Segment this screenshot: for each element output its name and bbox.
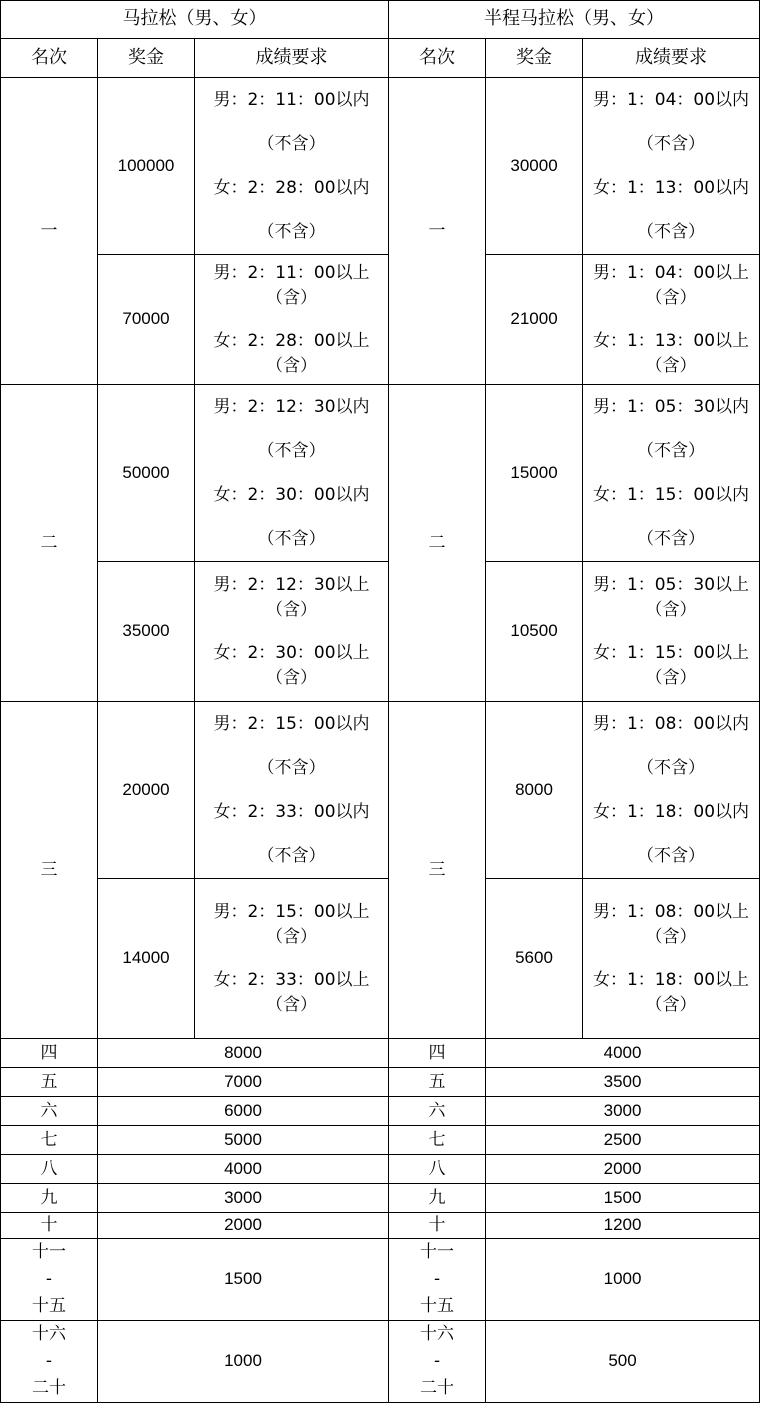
- half-marathon-header: 半程马拉松（男、女）: [389, 1, 760, 39]
- marathon-rank-cell: 六: [1, 1097, 98, 1126]
- marathon-prize-cell: 4000: [98, 1155, 389, 1184]
- tier-row: [1, 879, 760, 1039]
- marathon-prize-cell: 7000: [98, 1068, 389, 1097]
- marathon-requirement-line: 男：2：11：00以上: [213, 262, 370, 283]
- marathon-rank-cell: 八: [1, 1155, 98, 1184]
- marathon-requirement-line: 女：2：30：00以内: [213, 485, 370, 505]
- tier-row: [1, 385, 760, 562]
- half-requirement-line: 女：1：18：00以内: [592, 802, 750, 822]
- marathon-requirement-line: （含）: [266, 926, 317, 947]
- half-prize-cell: 2000: [486, 1155, 760, 1184]
- marathon-requirement-line: 女：2：33：00以内: [213, 802, 370, 822]
- marathon-requirement-cell: [195, 255, 389, 385]
- half-requirement-line: 女：1：13：00以上: [592, 330, 750, 351]
- half-rank-cell: 十: [389, 1213, 486, 1239]
- marathon-requirement-line: 女：2：28：00以内: [213, 178, 370, 198]
- half-requirement-line: （含）: [645, 926, 697, 947]
- marathon-prize-cell: 1500: [98, 1239, 389, 1321]
- tier-row: [1, 702, 760, 879]
- marathon-prize-cell: 50000: [98, 385, 195, 562]
- half-requirement-cell: [583, 385, 760, 562]
- marathon-requirement-line: 女：2：33：00以上: [213, 969, 370, 990]
- marathon-rank-line: 十一: [32, 1242, 66, 1262]
- half-prize-cell: 3500: [486, 1068, 760, 1097]
- half-rank-cell: 九: [389, 1184, 486, 1213]
- marathon-rank-cell: 一: [1, 78, 98, 385]
- marathon-requirement-cell: [195, 562, 389, 702]
- half-prize-cell: 5600: [486, 879, 583, 1039]
- half-prize-cell: 21000: [486, 255, 583, 385]
- half-requirement-line: 女：1：13：00以内: [592, 178, 750, 198]
- half-requirement-line: （不含）: [637, 846, 706, 866]
- half-requirement-line: （不含）: [637, 441, 706, 461]
- half-requirement-line: 男：1：04：00以内: [592, 90, 750, 110]
- marathon-rank-cell: 五: [1, 1068, 98, 1097]
- marathon-requirement-cell: [195, 78, 389, 255]
- half-rank-cell: 二: [389, 385, 486, 702]
- half-requirement-line: （含）: [645, 667, 697, 688]
- marathon-rank-cell: 三: [1, 702, 98, 1039]
- marathon-requirement-cell: [195, 879, 389, 1039]
- rank-row: [1, 1097, 760, 1126]
- marathon-requirement-line: （含）: [266, 994, 317, 1015]
- half-rank-cell: 四: [389, 1039, 486, 1068]
- half-rank-line: 十一: [420, 1242, 455, 1262]
- marathon-rank-cell: 四: [1, 1039, 98, 1068]
- half-rank-cell: 一: [389, 78, 486, 385]
- marathon-rank-cell: 七: [1, 1126, 98, 1155]
- rank-row: [1, 1039, 760, 1068]
- marathon-requirement-line: 女：2：28：00以上: [213, 330, 370, 351]
- half-requirement-cell: [583, 78, 760, 255]
- half-requirement-line: （含）: [645, 355, 697, 376]
- marathon-requirement-line: （不含）: [257, 222, 326, 242]
- marathon-requirement-line: 男：2：15：00以上: [213, 901, 370, 922]
- rank-row: [1, 1239, 760, 1321]
- marathon-rank-line: 十六: [32, 1324, 66, 1344]
- half-prize-cell: 4000: [486, 1039, 760, 1068]
- half-prize-cell: 1500: [486, 1184, 760, 1213]
- half-requirement-line: 男：1：05：30以上: [592, 574, 750, 595]
- half-rank-header: 名次: [389, 39, 486, 78]
- marathon-rank-header: 名次: [1, 39, 98, 78]
- marathon-requirement-line: 男：2：11：00以内: [213, 90, 370, 110]
- half-rank-cell: 八: [389, 1155, 486, 1184]
- half-prize-cell: 2500: [486, 1126, 760, 1155]
- half-prize-cell: 15000: [486, 385, 583, 562]
- half-requirement-cell: [583, 255, 760, 385]
- marathon-prize-header: 奖金: [98, 39, 195, 78]
- marathon-requirement-line: （不含）: [257, 529, 326, 549]
- marathon-requirement-line: 女：2：30：00以上: [213, 642, 370, 663]
- half-requirement-line: 女：1：15：00以上: [592, 642, 750, 663]
- marathon-prize-cell: 6000: [98, 1097, 389, 1126]
- marathon-rank-cell: [1, 1321, 98, 1403]
- half-rank-cell: [389, 1321, 486, 1403]
- marathon-requirement-line: （不含）: [257, 134, 326, 154]
- marathon-rank-cell: 十: [1, 1213, 98, 1239]
- marathon-prize-cell: 1000: [98, 1321, 389, 1403]
- marathon-requirement-cell: [195, 385, 389, 562]
- half-rank-line: -: [433, 1269, 441, 1289]
- half-requirement-line: （不含）: [637, 222, 706, 242]
- half-rank-line: -: [433, 1351, 441, 1371]
- marathon-rank-line: -: [45, 1269, 53, 1289]
- half-prize-cell: 10500: [486, 562, 583, 702]
- marathon-prize-cell: 20000: [98, 702, 195, 879]
- half-requirement-line: （不含）: [637, 758, 706, 778]
- rank-row: [1, 1213, 760, 1239]
- half-requirement-line: 女：1：15：00以内: [592, 485, 750, 505]
- marathon-prize-cell: 35000: [98, 562, 195, 702]
- half-requirement-header: 成绩要求: [583, 39, 760, 78]
- half-prize-cell: 1000: [486, 1239, 760, 1321]
- marathon-prize-cell: 8000: [98, 1039, 389, 1068]
- rank-row: [1, 1068, 760, 1097]
- half-prize-cell: 8000: [486, 702, 583, 879]
- half-requirement-line: 男：1：08：00以上: [592, 901, 750, 922]
- marathon-requirement-line: 男：2：15：00以内: [213, 714, 370, 734]
- marathon-requirement-line: （含）: [266, 599, 317, 620]
- marathon-rank-cell: 九: [1, 1184, 98, 1213]
- marathon-requirement-cell: [195, 702, 389, 879]
- marathon-prize-cell: 5000: [98, 1126, 389, 1155]
- marathon-rank-line: 二十: [32, 1378, 66, 1398]
- rank-row: [1, 1155, 760, 1184]
- half-requirement-line: （不含）: [637, 134, 706, 154]
- marathon-prize-cell: 14000: [98, 879, 195, 1039]
- half-prize-cell: 30000: [486, 78, 583, 255]
- half-requirement-line: 男：1：04：00以上: [592, 262, 750, 283]
- half-prize-cell: 3000: [486, 1097, 760, 1126]
- marathon-prize-cell: 100000: [98, 78, 195, 255]
- marathon-requirement-line: 男：2：12：30以上: [213, 574, 370, 595]
- marathon-requirement-line: （不含）: [257, 441, 326, 461]
- marathon-rank-cell: 二: [1, 385, 98, 702]
- marathon-header: 马拉松（男、女）: [1, 1, 389, 39]
- half-requirement-line: （含）: [645, 599, 697, 620]
- rank-row: [1, 1321, 760, 1403]
- half-rank-line: 十六: [420, 1324, 455, 1344]
- rank-row: [1, 1184, 760, 1213]
- half-requirement-line: （含）: [645, 287, 697, 308]
- marathon-prize-cell: 2000: [98, 1213, 389, 1239]
- marathon-prize-cell: 70000: [98, 255, 195, 385]
- half-rank-cell: [389, 1239, 486, 1321]
- half-rank-line: 二十: [420, 1378, 455, 1398]
- half-rank-cell: 五: [389, 1068, 486, 1097]
- half-requirement-cell: [583, 562, 760, 702]
- marathon-requirement-line: （含）: [266, 667, 317, 688]
- marathon-rank-cell: [1, 1239, 98, 1321]
- half-prize-header: 奖金: [486, 39, 583, 78]
- half-requirement-cell: [583, 879, 760, 1039]
- half-rank-line: 十五: [420, 1296, 455, 1316]
- half-rank-cell: 三: [389, 702, 486, 1039]
- tier-row: [1, 255, 760, 385]
- rank-row: [1, 1126, 760, 1155]
- marathon-requirement-line: （含）: [266, 287, 317, 308]
- half-prize-cell: 500: [486, 1321, 760, 1403]
- half-rank-cell: 六: [389, 1097, 486, 1126]
- marathon-requirement-header: 成绩要求: [195, 39, 389, 78]
- marathon-requirement-line: （不含）: [257, 846, 326, 866]
- tier-row: [1, 78, 760, 255]
- marathon-requirement-line: 男：2：12：30以内: [213, 397, 370, 417]
- marathon-rank-line: 十五: [32, 1296, 66, 1316]
- marathon-requirement-line: （不含）: [257, 758, 326, 778]
- half-requirement-line: （不含）: [637, 529, 706, 549]
- marathon-requirement-line: （含）: [266, 355, 317, 376]
- half-requirement-line: 男：1：05：30以内: [592, 397, 750, 417]
- half-rank-cell: 七: [389, 1126, 486, 1155]
- half-requirement-line: （含）: [645, 994, 697, 1015]
- half-requirement-line: 男：1：08：00以内: [592, 714, 750, 734]
- half-requirement-line: 女：1：18：00以上: [592, 969, 750, 990]
- marathon-prize-cell: 3000: [98, 1184, 389, 1213]
- half-prize-cell: 1200: [486, 1213, 760, 1239]
- marathon-rank-line: -: [45, 1351, 53, 1371]
- half-requirement-cell: [583, 702, 760, 879]
- tier-row: [1, 562, 760, 702]
